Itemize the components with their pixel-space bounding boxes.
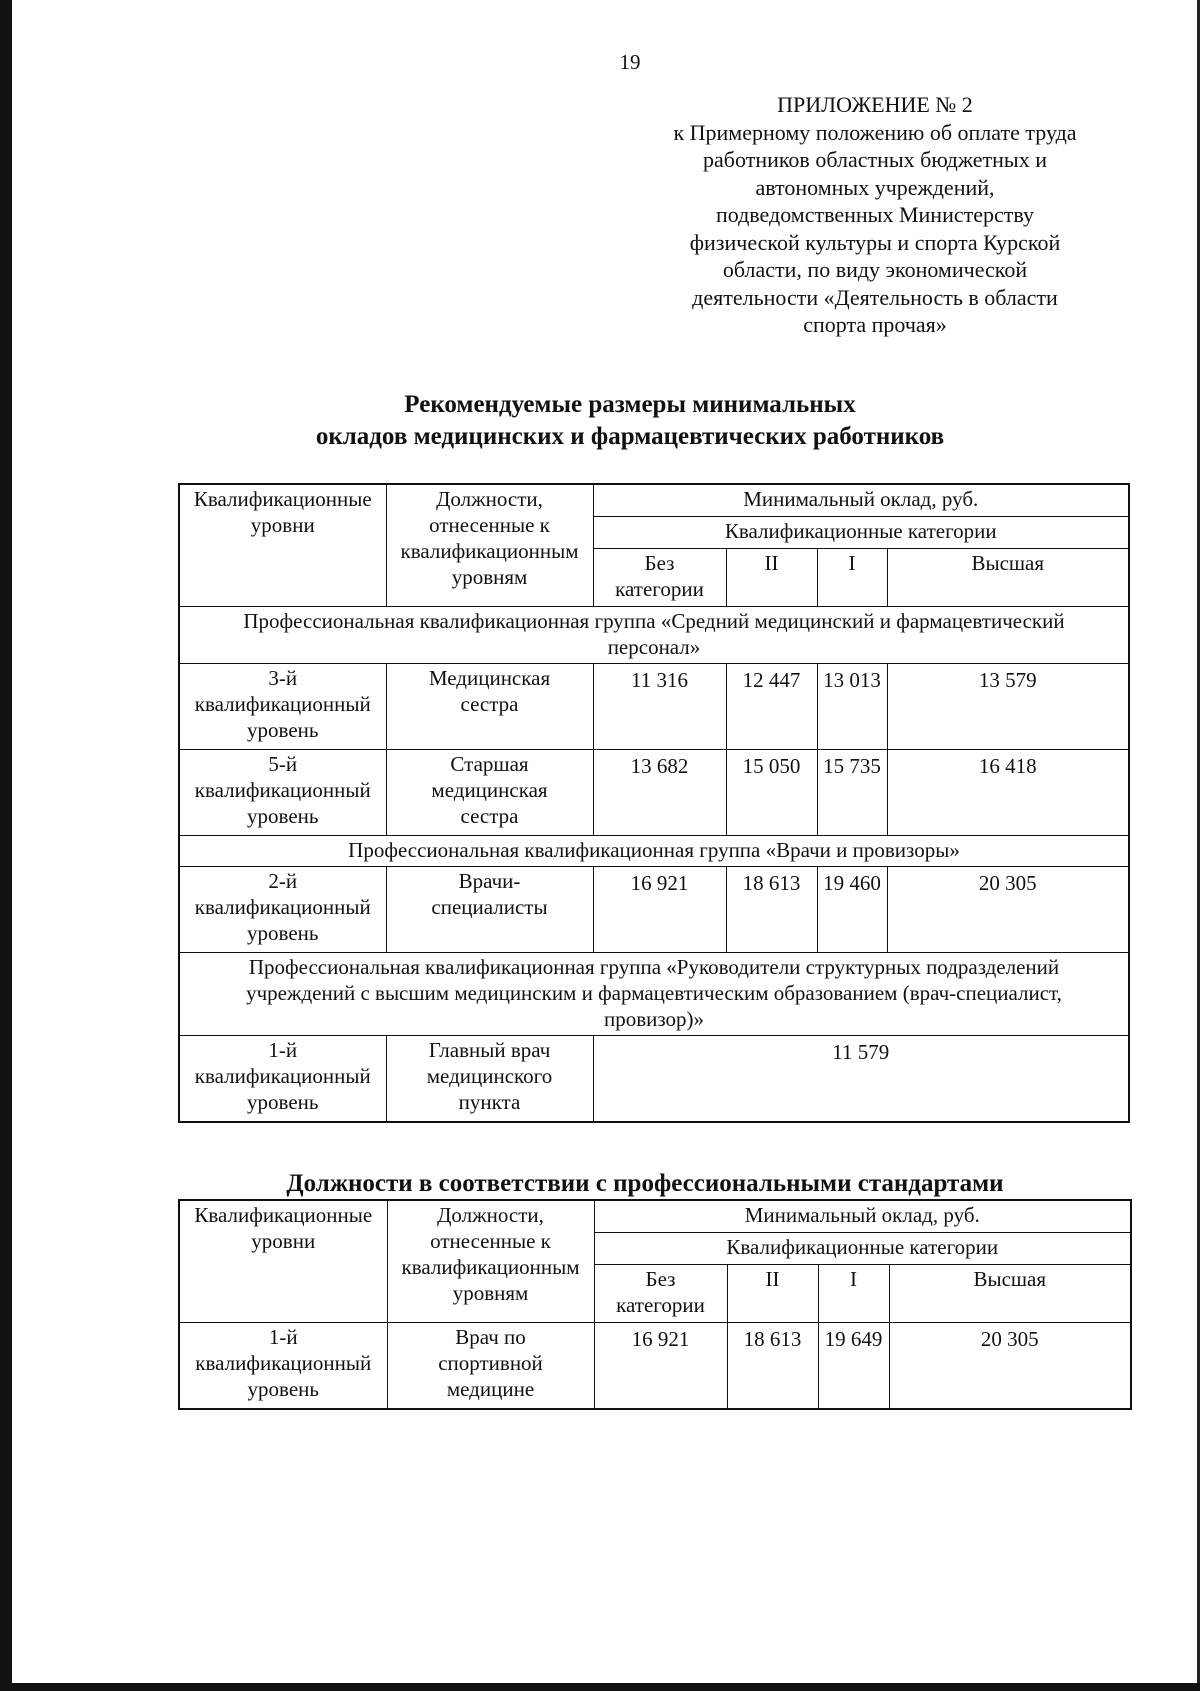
- header-levels: Квалификационные уровни: [179, 1200, 387, 1323]
- cell-level: 1-й квалификационный уровень: [179, 1323, 387, 1409]
- cell-salary-none: 13 682: [593, 750, 726, 836]
- table-row: [179, 1036, 1129, 1122]
- annex-block: [640, 91, 1110, 339]
- group-row: [179, 607, 1129, 664]
- cell-salary-ii: 15 050: [726, 750, 817, 836]
- salary-table-medical: [178, 483, 1130, 1123]
- cell-position: Врач по спортивной медицине: [387, 1323, 594, 1409]
- cell-position: Главный врач медицинского пункта: [386, 1036, 593, 1122]
- cell-salary-none: 11 316: [593, 664, 726, 750]
- cell-salary-merged: 11 579: [593, 1036, 1129, 1122]
- cell-salary-ii: 18 613: [726, 867, 817, 953]
- table-row: [179, 664, 1129, 750]
- scan-edge-bottom: [0, 1683, 1200, 1691]
- header-row: [179, 1200, 1131, 1233]
- annex-line: спорта прочая»: [803, 312, 947, 337]
- header-cat-i: I: [817, 549, 887, 607]
- scan-edge-left: [0, 0, 12, 1691]
- cell-level: 5-й квалификационный уровень: [179, 750, 386, 836]
- annex-line: физической культуры и спорта Курской: [689, 229, 1061, 255]
- table-row: [179, 867, 1129, 953]
- annex-line: подведомственных Министерству: [715, 202, 1035, 227]
- group-row: [179, 953, 1129, 1036]
- cell-salary-i: 15 735: [817, 750, 887, 836]
- header-positions: Должности, отнесенные к квалификационным уровням: [386, 484, 593, 607]
- section-subtitle: Должности в соответствии с профессиональными стандартами: [286, 1170, 1004, 1197]
- header-cat-i: I: [818, 1265, 889, 1323]
- table-row: [179, 750, 1129, 836]
- cell-salary-i: 13 013: [817, 664, 887, 750]
- salary-table-professional-standards: [178, 1199, 1132, 1410]
- table-row: [179, 1323, 1131, 1409]
- annex-line: ПРИЛОЖЕНИЕ № 2: [777, 92, 973, 117]
- header-cat-ii: II: [726, 549, 817, 607]
- page-number: 19: [619, 50, 641, 74]
- cell-position: Медицинская сестра: [386, 664, 593, 750]
- cell-salary-none: 16 921: [593, 867, 726, 953]
- cell-level: 2-й квалификационный уровень: [179, 867, 386, 953]
- group-title: Профессиональная квалификационная группа «Средний медицинский и фармацевтический персонал»: [179, 607, 1129, 664]
- cell-salary-highest: 16 418: [887, 750, 1129, 836]
- cell-position: Врачи- специалисты: [386, 867, 593, 953]
- title-line: окладов медицинских и фармацевтических работников: [315, 423, 945, 450]
- header-positions: Должности, отнесенные к квалификационным уровням: [387, 1200, 594, 1323]
- header-cat-none: Без категории: [593, 549, 726, 607]
- cell-salary-ii: 18 613: [727, 1323, 818, 1409]
- document-title: [0, 389, 1200, 453]
- group-title: Профессиональная квалификационная группа «Руководители структурных подразделений учреждений с высшим медицинским и фармацевтическим образованием (врач-специалист, провизор)»: [179, 953, 1129, 1036]
- header-categories: Квалификационные категории: [594, 1233, 1131, 1265]
- cell-position: Старшая медицинская сестра: [386, 750, 593, 836]
- header-min-salary: Минимальный оклад, руб.: [594, 1200, 1131, 1233]
- annex-line: к Примерному положению об оплате труда: [673, 119, 1077, 145]
- cell-salary-highest: 13 579: [887, 664, 1129, 750]
- annex-line: работников областных бюджетных и: [703, 147, 1047, 172]
- annex-line: области, по виду экономической: [722, 257, 1028, 282]
- cell-salary-none: 16 921: [594, 1323, 727, 1409]
- annex-line: автономных учреждений,: [755, 174, 995, 200]
- cell-salary-highest: 20 305: [889, 1323, 1131, 1409]
- header-cat-none: Без категории: [594, 1265, 727, 1323]
- header-row: [179, 484, 1129, 517]
- cell-level: 3-й квалификационный уровень: [179, 664, 386, 750]
- cell-salary-i: 19 649: [818, 1323, 889, 1409]
- header-min-salary: Минимальный оклад, руб.: [593, 484, 1129, 517]
- title-line: Рекомендуемые размеры минимальных: [404, 391, 856, 418]
- header-cat-highest: Высшая: [887, 549, 1129, 607]
- annex-line: деятельности «Деятельность в области: [692, 284, 1058, 310]
- header-levels: Квалификационные уровни: [179, 484, 386, 607]
- cell-level: 1-й квалификационный уровень: [179, 1036, 386, 1122]
- cell-salary-highest: 20 305: [887, 867, 1129, 953]
- header-cat-ii: II: [727, 1265, 818, 1323]
- group-row: [179, 836, 1129, 867]
- cell-salary-i: 19 460: [817, 867, 887, 953]
- header-cat-highest: Высшая: [889, 1265, 1131, 1323]
- group-title: Профессиональная квалификационная группа «Врачи и провизоры»: [179, 836, 1129, 867]
- cell-salary-ii: 12 447: [726, 664, 817, 750]
- header-categories: Квалификационные категории: [593, 517, 1129, 549]
